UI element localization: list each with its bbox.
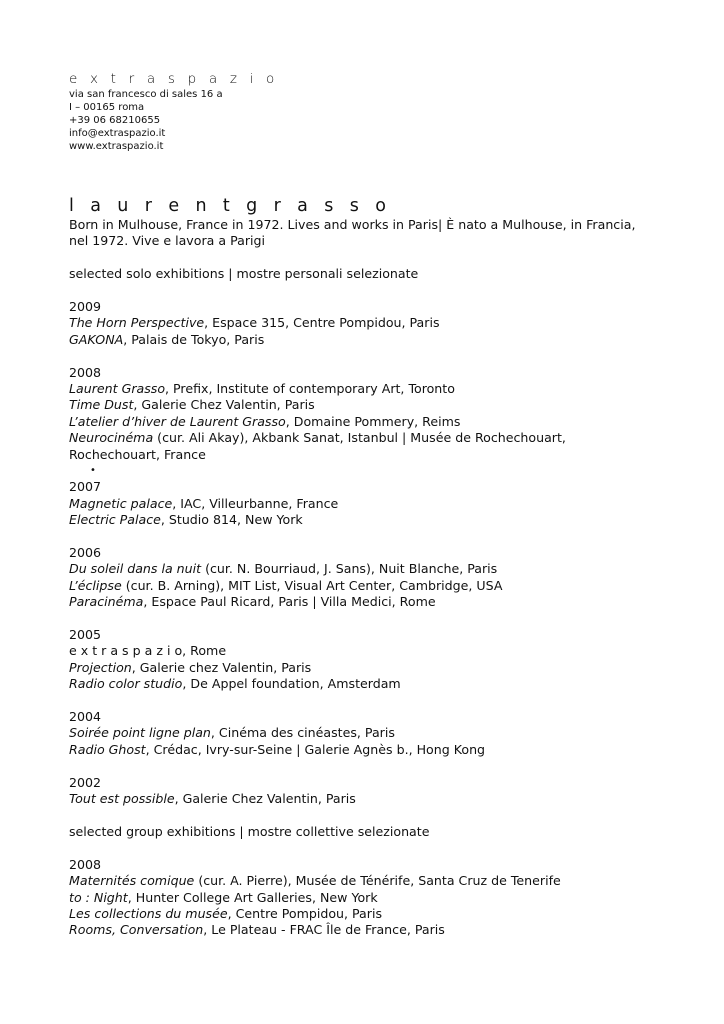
exhibition-venue: , Galerie Chez Valentin, Paris	[133, 397, 315, 413]
exhibition-title: Electric Palace	[69, 512, 161, 528]
exhibition-venue: , Espace 315, Centre Pompidou, Paris	[204, 315, 440, 331]
exhibition-title: L’éclipse	[69, 577, 122, 593]
year-heading: 2008	[69, 364, 102, 380]
exhibition-venue: (cur. A. Pierre), Musée de Ténérife, Santa Cruz de Tenerife	[194, 873, 561, 889]
year-heading: 2008	[69, 856, 102, 872]
exhibition-entry	[69, 430, 669, 446]
exhibition-entry-continuation: Rochechouart, France	[69, 446, 206, 462]
exhibition-entry: e x t r a s p a z i o, Rome	[69, 643, 227, 659]
bullet-mark: •	[90, 465, 96, 477]
gallery-website: www.extraspazio.it	[69, 141, 164, 152]
exhibition-title: GAKONA	[69, 331, 124, 347]
exhibition-entry	[69, 561, 669, 577]
exhibition-venue: , Studio 814, New York	[160, 512, 303, 528]
exhibition-entry	[69, 906, 669, 922]
exhibition-entry	[69, 676, 669, 692]
artist-name: l a u r e n t g r a s s o	[69, 196, 392, 216]
exhibition-title: L’atelier d’hiver de Laurent Grasso	[69, 413, 286, 429]
gallery-phone: +39 06 68210655	[69, 115, 161, 126]
exhibition-venue: , Prefix, Institute of contemporary Art, Toronto	[165, 381, 455, 397]
exhibition-venue: , Crédac, Ivry-sur-Seine | Galerie Agnès b., Hong Kong	[145, 741, 486, 757]
exhibition-venue: (cur. Ali Akay), Akbank Sanat, Istanbul | Musée de Rochechouart,	[153, 430, 566, 446]
exhibition-title: to : Night	[69, 889, 128, 905]
exhibition-venue: , Galerie chez Valentin, Paris	[131, 659, 312, 675]
exhibition-title: Projection	[69, 659, 132, 675]
year-heading: 2002	[69, 774, 102, 790]
exhibition-title: Magnetic palace	[69, 495, 173, 511]
exhibition-entry	[69, 742, 669, 758]
exhibition-title: Les collections du musée	[69, 905, 228, 921]
exhibition-title: Radio Ghost	[69, 741, 146, 757]
exhibition-title: Laurent Grasso	[69, 381, 166, 397]
gallery-email: info@extraspazio.it	[69, 128, 166, 139]
exhibition-title: The Horn Perspective	[69, 315, 205, 331]
exhibition-entry	[69, 725, 669, 741]
exhibition-entry	[69, 594, 669, 610]
exhibition-venue: , Domaine Pommery, Reims	[285, 413, 461, 429]
gallery-header	[69, 70, 669, 153]
exhibition-title: Paracinéma	[69, 594, 144, 610]
exhibition-venue: , Espace Paul Ricard, Paris | Villa Medici, Rome	[143, 594, 436, 610]
exhibition-venue: , Palais de Tokyo, Paris	[123, 331, 265, 347]
year-heading: 2009	[69, 299, 102, 314]
artist-bio-line: Born in Mulhouse, France in 1972. Lives and works in Paris| È nato a Mulhouse, in Francia,	[69, 217, 636, 232]
exhibition-title: Du soleil dans la nuit	[69, 561, 202, 577]
artist-bio-line: nel 1972. Vive e lavora a Parigi	[69, 233, 265, 249]
exhibition-entry	[69, 890, 669, 906]
exhibition-title: Tout est possible	[69, 791, 175, 807]
exhibition-entry	[69, 397, 669, 413]
exhibition-entry	[69, 578, 669, 594]
solo-exhibitions-heading: selected solo exhibitions | mostre personali selezionate	[69, 266, 419, 282]
exhibition-entry	[69, 922, 669, 938]
gallery-address: via san francesco di sales 16 a	[69, 89, 223, 100]
exhibition-venue: , Centre Pompidou, Paris	[227, 905, 383, 921]
year-heading: 2006	[69, 545, 102, 561]
exhibition-entry	[69, 512, 669, 528]
group-exhibitions-heading: selected group exhibitions | mostre collettive selezionate	[69, 823, 430, 839]
exhibition-title: Soirée point ligne plan	[69, 725, 211, 741]
exhibition-venue: , De Appel foundation, Amsterdam	[182, 676, 401, 692]
exhibition-venue: , Le Plateau - FRAC Île de France, Paris	[203, 922, 445, 938]
exhibition-entry	[69, 791, 669, 807]
exhibition-entry	[69, 381, 669, 397]
list-bullet	[69, 463, 669, 479]
gallery-city: I – 00165 roma	[69, 102, 145, 113]
exhibition-entry	[69, 315, 669, 331]
exhibition-venue: (cur. B. Arning), MIT List, Visual Art Center, Cambridge, USA	[121, 577, 503, 593]
exhibition-entry	[69, 414, 669, 430]
exhibition-venue: (cur. N. Bourriaud, J. Sans), Nuit Blanche, Paris	[201, 561, 498, 577]
exhibition-title: Neurocinéma	[69, 430, 154, 446]
year-heading: 2004	[69, 709, 102, 725]
exhibition-venue: , IAC, Villeurbanne, France	[172, 495, 339, 511]
exhibition-venue: , Galerie Chez Valentin, Paris	[174, 791, 356, 807]
exhibition-venue: , Hunter College Art Galleries, New York	[127, 889, 378, 905]
cv-document	[69, 70, 669, 939]
exhibition-title: Rooms, Conversation	[69, 922, 204, 938]
exhibition-entry	[69, 660, 669, 676]
exhibition-title: Radio color studio	[69, 676, 183, 692]
exhibition-title: Maternités comique	[69, 873, 195, 889]
exhibition-entry	[69, 332, 669, 348]
exhibition-title: Time Dust	[69, 397, 134, 413]
year-heading: 2007	[69, 479, 102, 495]
exhibition-entry	[69, 496, 669, 512]
gallery-name: e x t r a s p a z i o	[69, 71, 279, 87]
year-heading: 2005	[69, 627, 102, 643]
exhibition-entry	[69, 873, 669, 889]
exhibition-venue: , Cinéma des cinéastes, Paris	[210, 725, 395, 741]
